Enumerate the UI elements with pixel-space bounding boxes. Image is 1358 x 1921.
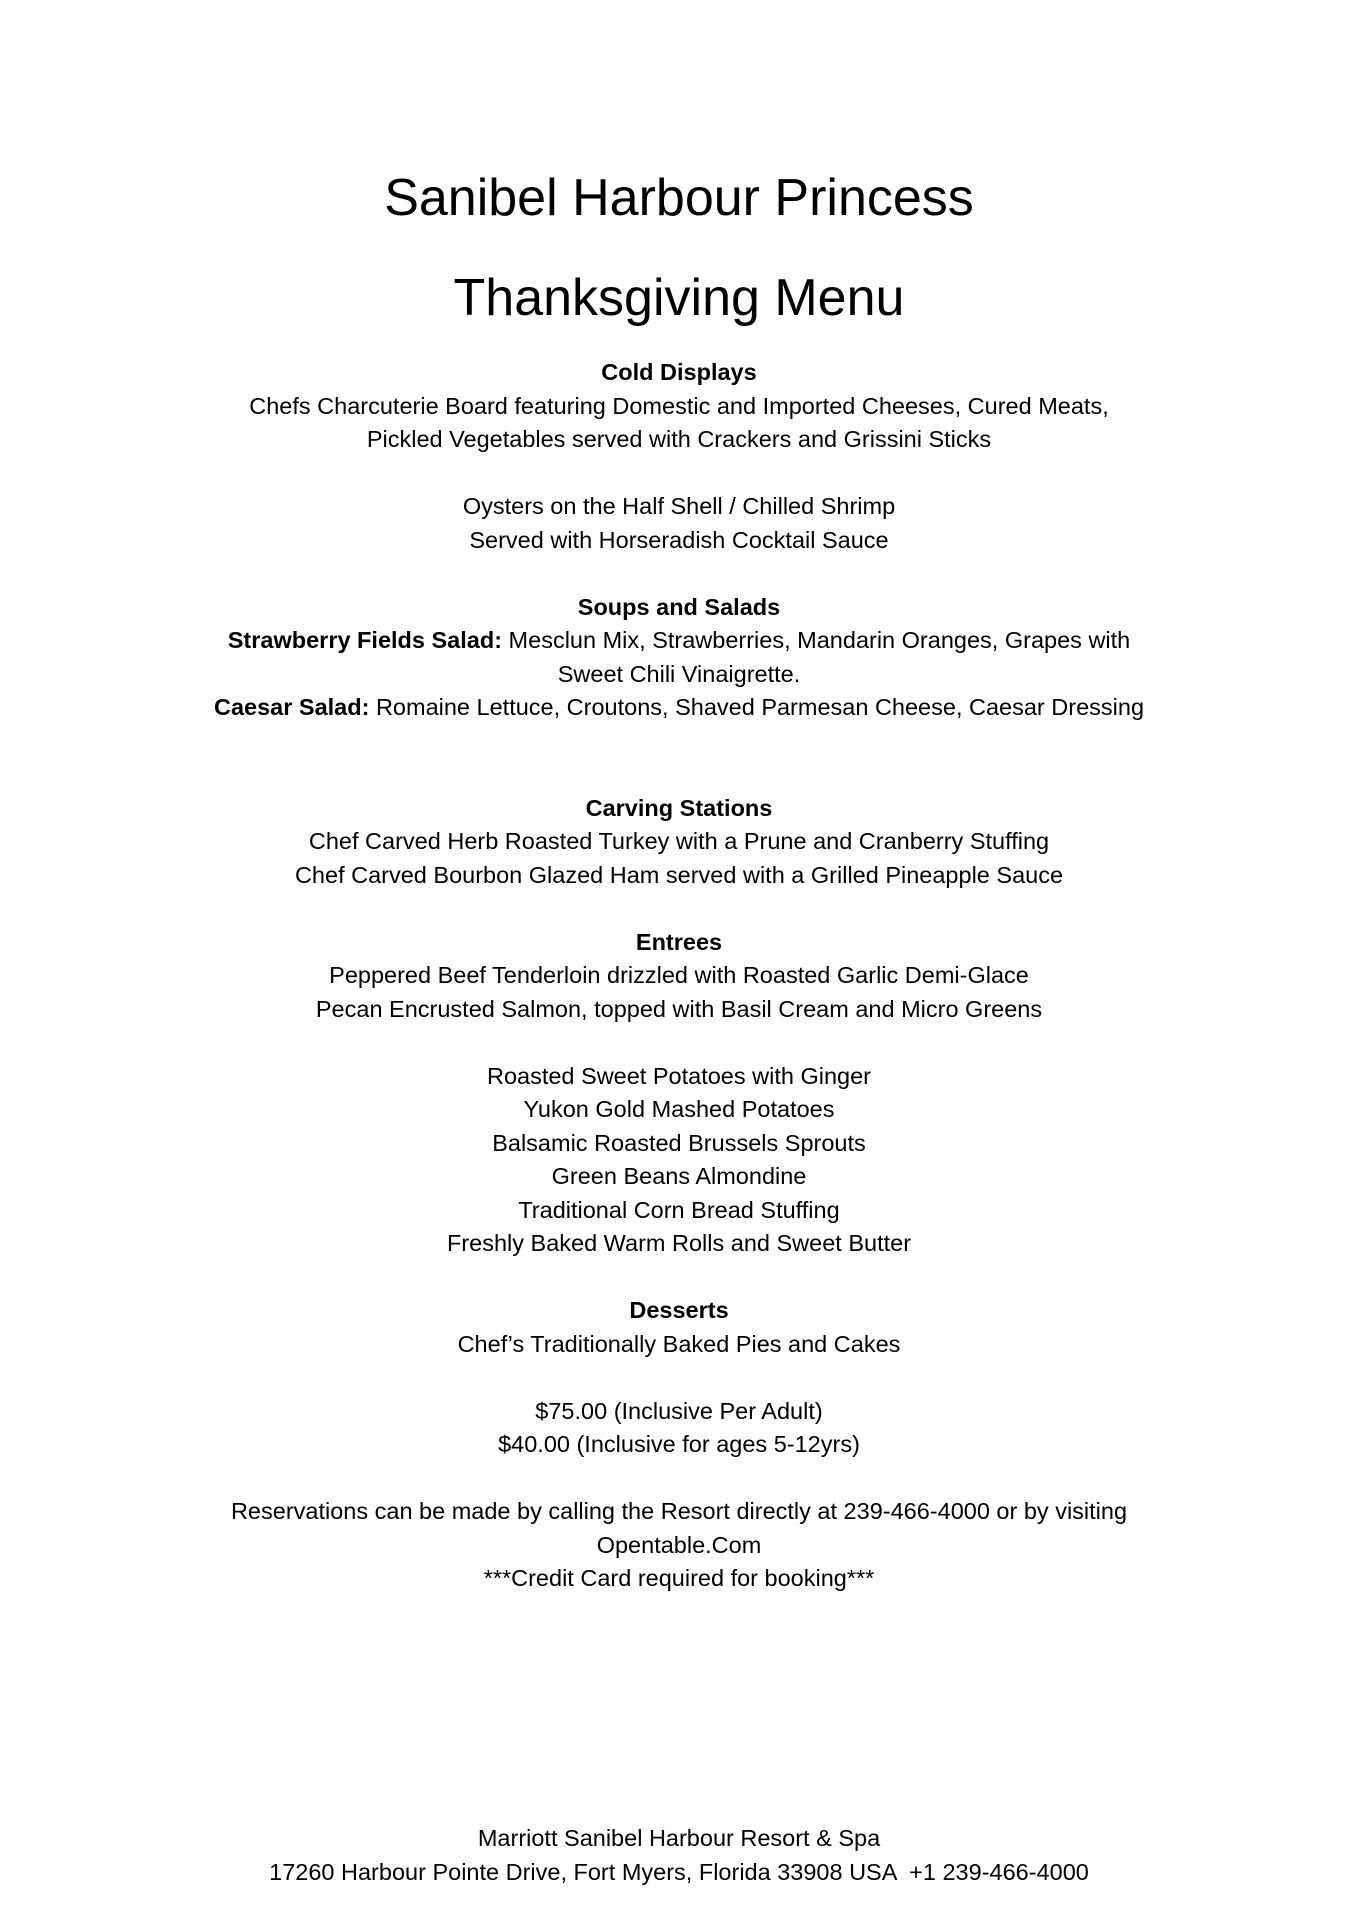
spacer [0, 892, 1358, 926]
credit-card-note: ***Credit Card required for booking*** [483, 1565, 875, 1591]
price-adult: $75.00 (Inclusive Per Adult) [535, 1397, 823, 1424]
entree-line: Pecan Encrusted Salmon, topped with Basil Cream and Micro Greens [315, 995, 1043, 1022]
cold-displays-line: Oysters on the Half Shell / Chilled Shrimp [462, 493, 896, 519]
spacer [0, 1026, 1358, 1060]
side-line: Freshly Baked Warm Rolls and Sweet Butter [446, 1230, 912, 1256]
side-line: Yukon Gold Mashed Potatoes [523, 1096, 835, 1122]
spacer [0, 725, 1358, 792]
side-line: Roasted Sweet Potatoes with Ginger [486, 1062, 872, 1089]
spacer [0, 1462, 1358, 1496]
footer-resort-name: Marriott Sanibel Harbour Resort & Spa [477, 1825, 881, 1851]
price-child: $40.00 (Inclusive for ages 5-12yrs) [498, 1431, 860, 1457]
caesar-salad-line [0, 691, 1358, 725]
menu-title-event: Thanksgiving Menu [453, 269, 905, 327]
cold-displays-heading: Cold Displays [601, 359, 757, 385]
side-line: Balsamic Roasted Brussels Sprouts [492, 1129, 866, 1156]
footer [0, 1822, 1358, 1889]
cold-displays-line: Served with Horseradish Cocktail Sauce [469, 526, 889, 553]
reservations-line: Reservations can be made by calling the Resort directly at 239-466-4000 or by visiting [230, 1498, 1128, 1524]
cold-displays-line: Pickled Vegetables served with Crackers and Grissini Sticks [366, 426, 992, 452]
caesar-salad-label: Caesar Salad: [213, 694, 370, 720]
carving-line: Chef Carved Herb Roasted Turkey with a Prune and Cranberry Stuffing [308, 828, 1050, 854]
strawberry-salad-desc: Mesclun Mix, Strawberries, Mandarin Oranges, Grapes with [502, 627, 1131, 653]
strawberry-salad-desc-cont: Sweet Chili Vinaigrette. [557, 660, 801, 687]
spacer [0, 457, 1358, 491]
desserts-heading: Desserts [629, 1297, 729, 1323]
cold-displays-line: Chefs Charcuterie Board featuring Domestic and Imported Cheeses, Cured Meats, [249, 392, 1109, 419]
carving-heading: Carving Stations [585, 794, 773, 821]
caesar-salad-desc: Romaine Lettuce, Croutons, Shaved Parmesan Cheese, Caesar Dressing [369, 694, 1145, 720]
side-line: Green Beans Almondine [551, 1163, 807, 1189]
menu-body [0, 356, 1358, 1596]
spacer [0, 1361, 1358, 1395]
spacer [0, 557, 1358, 591]
spacer [0, 1261, 1358, 1295]
side-line: Traditional Corn Bread Stuffing [518, 1196, 840, 1223]
footer-address: 17260 Harbour Pointe Drive, Fort Myers, Florida 33908 USA +1 239-466-4000 [269, 1858, 1089, 1885]
menu-title-venue: Sanibel Harbour Princess [384, 169, 974, 227]
reservations-link: Opentable.Com [596, 1531, 762, 1558]
entree-line: Peppered Beef Tenderloin drizzled with Roasted Garlic Demi-Glace [329, 962, 1029, 988]
dessert-line: Chef’s Traditionally Baked Pies and Cakes [457, 1330, 901, 1357]
carving-line: Chef Carved Bourbon Glazed Ham served with a Grilled Pineapple Sauce [294, 861, 1064, 888]
soups-salads-heading: Soups and Salads [577, 593, 781, 620]
entrees-heading: Entrees [635, 928, 723, 955]
strawberry-salad-label: Strawberry Fields Salad: [227, 627, 503, 653]
strawberry-salad-line [0, 624, 1358, 658]
